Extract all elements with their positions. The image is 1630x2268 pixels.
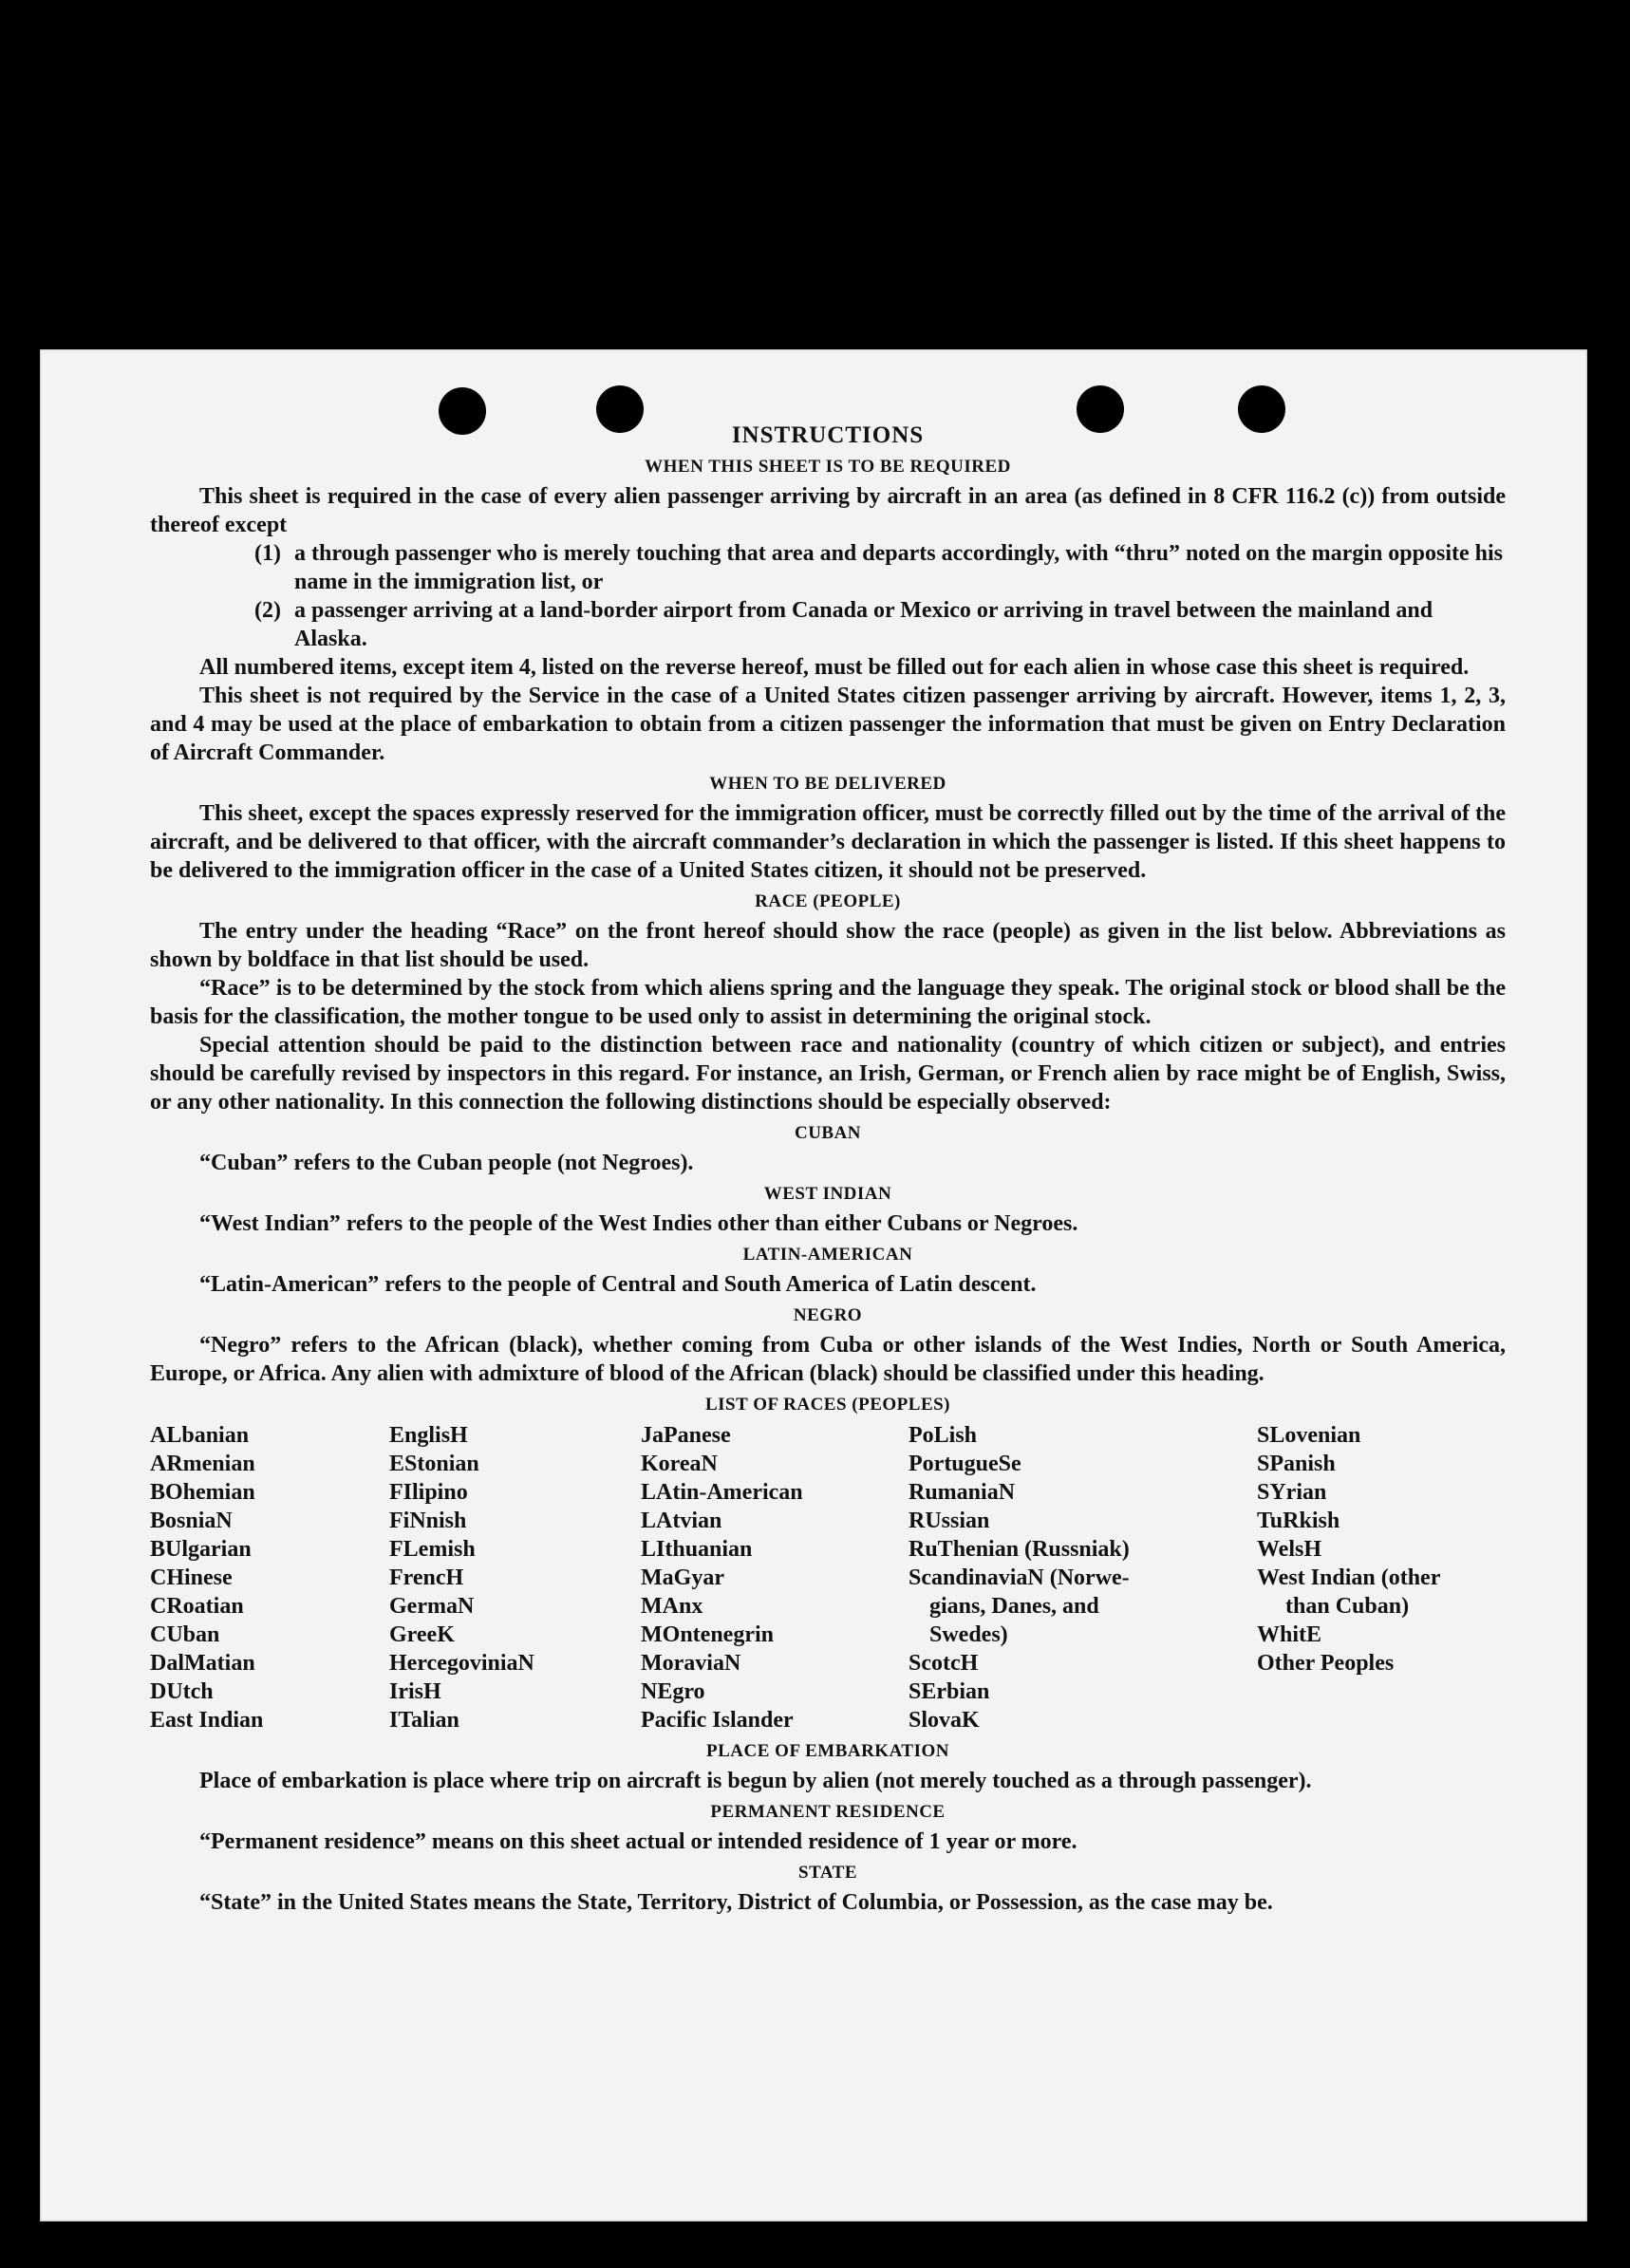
race-entry-continued: Swedes) [929, 1622, 1008, 1647]
race-entry: WelsH [1257, 1537, 1322, 1562]
races-column-5 [1257, 1421, 1506, 1734]
west-indian-paragraph: “West Indian” refers to the people of the West Indies other than either Cubans or Negroes. [199, 1211, 1078, 1236]
state-paragraph: “State” in the United States means the State, Territory, District of Columbia, or Possession, as the case may be. [199, 1890, 1273, 1915]
latin-american-paragraph: “Latin-American” refers to the people of Central and South America of Latin descent. [199, 1272, 1037, 1297]
race-entry: SlovaK [909, 1708, 980, 1733]
race-entry: East Indian [150, 1708, 264, 1733]
races-list [150, 1421, 1506, 1734]
race-entry-continued: gians, Danes, and [929, 1594, 1099, 1619]
intro-paragraph: This sheet is required in the case of every alien passenger arriving by aircraft in an area (as defined in 8 CFR 116.2 (c)) from outside thereof except [150, 484, 1506, 537]
item-number: (2) [254, 598, 281, 623]
race-entry: LAtin-American [641, 1480, 803, 1505]
races-column-4 [909, 1421, 1257, 1734]
race-entry: DUtch [150, 1679, 214, 1704]
race-entry: ARmenian [150, 1452, 255, 1476]
race-entry: IrisH [389, 1679, 441, 1704]
race-entry: GreeK [389, 1622, 455, 1647]
race-entry: TuRkish [1257, 1509, 1340, 1533]
exception-item-2 [254, 596, 1506, 653]
race-entry: DalMatian [150, 1651, 255, 1676]
section-heading-embarkation: PLACE OF EMBARKATION [706, 1741, 949, 1761]
race-entry: JaPanese [641, 1423, 731, 1448]
section-heading-latin-american: LATIN-AMERICAN [742, 1245, 913, 1265]
race-entry: PortugueSe [909, 1452, 1021, 1476]
section-heading-delivered: WHEN TO BE DELIVERED [709, 774, 946, 794]
section-heading-required: WHEN THIS SHEET IS TO BE REQUIRED [645, 457, 1011, 477]
section-heading-permanent-residence: PERMANENT RESIDENCE [710, 1802, 946, 1822]
instructions-body [150, 422, 1506, 1917]
race-entry: SErbian [909, 1679, 990, 1704]
section-heading-negro: NEGRO [793, 1305, 863, 1325]
item-text: a through passenger who is merely touching that area and departs accordingly, with “thru” noted on the margin opposite his name in the immigration list, or [294, 541, 1503, 594]
embarkation-paragraph: Place of embarkation is place where trip on aircraft is begun by alien (not merely touched as a through passenger). [199, 1769, 1312, 1793]
race-entry: KoreaN [641, 1452, 718, 1476]
race-entry: FiNnish [389, 1509, 467, 1533]
race-paragraph-3: Special attention should be paid to the distinction between race and nationality (country of which citizen or subject), and entries should be carefully revised by inspectors in this regard. For instance, an Irish, German, or French alien by race might be of English, Swiss, or any other nationality. In this connection the following distinctions should be especially observed: [150, 1033, 1506, 1115]
race-entry: EStonian [389, 1452, 479, 1476]
races-column-2 [389, 1421, 641, 1734]
race-entry: CUban [150, 1622, 220, 1647]
section-heading-list-of-races: LIST OF RACES (PEOPLES) [704, 1395, 951, 1415]
race-entry: LIthuanian [641, 1537, 753, 1562]
section-heading-west-indian: WEST INDIAN [763, 1184, 892, 1204]
race-entry: ScandinaviaN (Norwe- [909, 1565, 1130, 1590]
numbered-items-paragraph: All numbered items, except item 4, listed on the reverse hereof, must be filled out for each alien in whose case this sheet is required. [199, 655, 1470, 680]
negro-paragraph: “Negro” refers to the African (black), whether coming from Cuba or other islands of the West Indies, North or South America, Europe, or Africa. Any alien with admixture of blood of the African (black) should be classified under this heading. [150, 1333, 1506, 1386]
races-column-1 [150, 1421, 389, 1734]
race-entry: SYrian [1257, 1480, 1327, 1505]
race-entry: EnglisH [389, 1423, 468, 1448]
race-entry: Other Peoples [1257, 1651, 1395, 1676]
race-entry: CRoatian [150, 1594, 244, 1619]
section-heading-cuban: CUBAN [794, 1123, 862, 1143]
race-entry: BUlgarian [150, 1537, 252, 1562]
race-entry: GermaN [389, 1594, 475, 1619]
permanent-residence-paragraph: “Permanent residence” means on this sheet actual or intended residence of 1 year or more. [199, 1829, 1077, 1854]
race-entry: LAtvian [641, 1509, 722, 1533]
document-sheet [40, 349, 1587, 2221]
race-entry: West Indian (other [1257, 1565, 1441, 1590]
race-entry: Pacific Islander [641, 1708, 794, 1733]
race-paragraph-2: “Race” is to be determined by the stock from which aliens spring and the language they speak. The original stock or blood shall be the basis for the classification, the mother tongue to be used only to assist in determining the original stock. [150, 976, 1506, 1029]
race-entry: WhitE [1257, 1622, 1322, 1647]
race-entry: ScotcH [909, 1651, 979, 1676]
delivered-paragraph: This sheet, except the spaces expressly reserved for the immigration officer, must be correctly filled out by the time of the arrival of the aircraft, and be delivered to that officer, with the aircraft commander’s declaration in which the passenger is listed. If this sheet happens to be delivered to the immigration officer in the case of a United States citizen, it should not be preserved. [150, 801, 1506, 883]
race-entry: RUssian [909, 1509, 990, 1533]
race-entry: MAnx [641, 1594, 703, 1619]
race-entry: FLemish [389, 1537, 476, 1562]
race-paragraph-1: The entry under the heading “Race” on the front hereof should show the race (people) as given in the list below. Abbreviations as shown by boldface in that list should be used. [150, 919, 1506, 972]
race-entry: FIlipino [389, 1480, 468, 1505]
race-entry: RuThenian (Russniak) [909, 1537, 1130, 1562]
race-entry: CHinese [150, 1565, 233, 1590]
race-entry: MaGyar [641, 1565, 724, 1590]
race-entry: ALbanian [150, 1423, 250, 1448]
race-entry: RumaniaN [909, 1480, 1016, 1505]
race-entry: BosniaN [150, 1509, 233, 1533]
race-entry: SLovenian [1257, 1423, 1361, 1448]
races-column-3 [641, 1421, 909, 1734]
item-number: (1) [254, 541, 281, 566]
race-entry: MoraviaN [641, 1651, 741, 1676]
exception-item-1 [254, 539, 1506, 596]
race-entry: NEgro [641, 1679, 705, 1704]
race-entry: SPanish [1257, 1452, 1336, 1476]
race-entry: MOntenegrin [641, 1622, 774, 1647]
cuban-paragraph: “Cuban” refers to the Cuban people (not Negroes). [199, 1151, 694, 1175]
section-heading-race: RACE (PEOPLE) [755, 891, 901, 911]
item-text: a passenger arriving at a land-border airport from Canada or Mexico or arriving in travel between the mainland and Alaska. [294, 598, 1433, 651]
race-entry: FrencH [389, 1565, 464, 1590]
instructions-title: INSTRUCTIONS [731, 422, 925, 448]
race-entry: ITalian [389, 1708, 459, 1733]
race-entry: PoLish [909, 1423, 978, 1448]
race-entry: BOhemian [150, 1480, 255, 1505]
race-entry-continued: than Cuban) [1285, 1594, 1410, 1619]
race-entry: HercegoviniaN [389, 1651, 534, 1676]
section-heading-state: STATE [798, 1863, 857, 1883]
citizen-paragraph: This sheet is not required by the Service in the case of a United States citizen passenger arriving by aircraft. However, items 1, 2, 3, and 4 may be used at the place of embarkation to obtain from a citizen passenger the information that must be given on Entry Declaration of Aircraft Commander. [150, 684, 1506, 765]
